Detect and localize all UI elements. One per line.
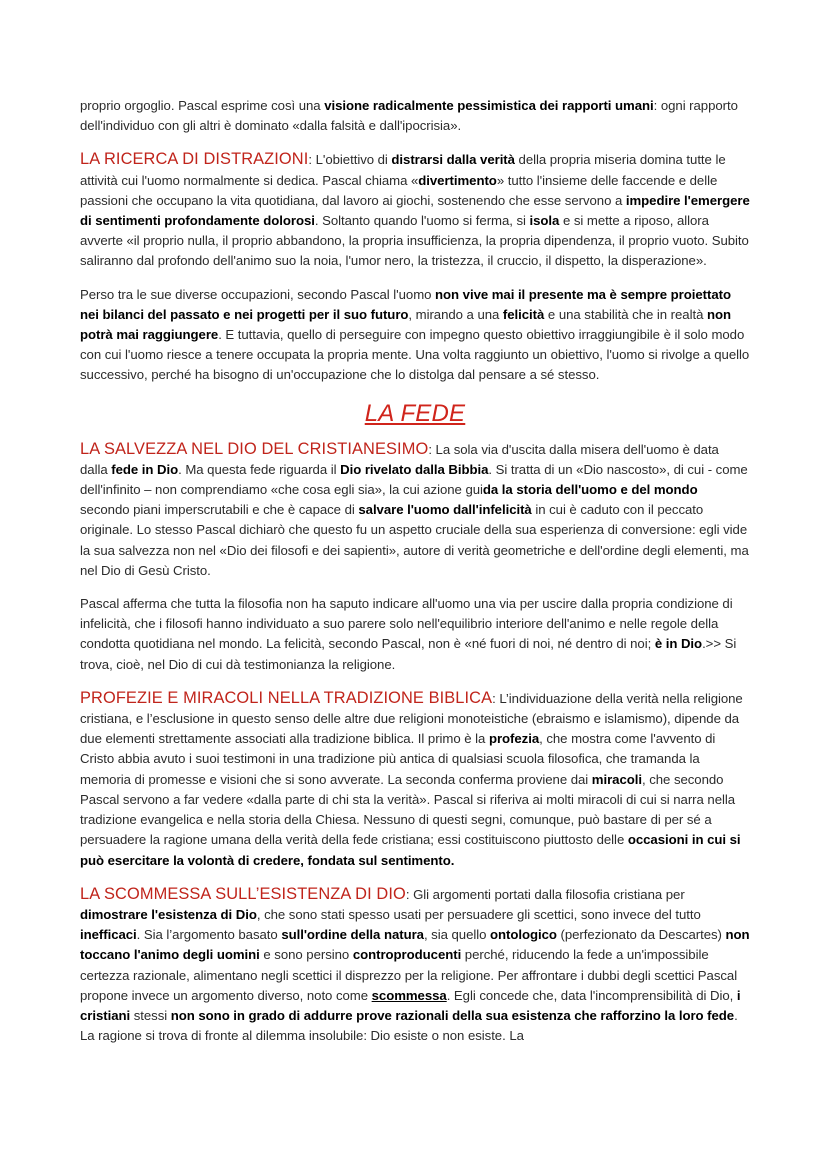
highlight: salvare l'uomo dall'infelicità [358,502,532,518]
paragraph-occupazioni [80,285,750,386]
section-heading: LA SCOMMESSA SULL’ESISTENZA DI DIO [80,884,406,903]
highlight: isola [529,213,560,229]
text: secondo piani imperscrutabili e che è capace di [80,502,359,518]
highlight: fede in Dio [111,461,179,477]
highlight: profezia [488,731,540,747]
text: della propria miseria domina tutte le attività cui l'uomo normalmente si dedica. Pascal chiama « [80,152,726,188]
text: e si mette a riposo, allora avverte «il proprio nulla, il proprio abbandono, la propria insufficienza, la propria dipendenza, il proprio vuoto. Subito saliranno dal profondo dell'animo suo la noia, l'umor nero, la tristezza, il cruccio, il dispetto, la disperazione». [80,213,749,269]
highlight: da la storia dell'uomo e del mondo [482,482,698,498]
text: Perso tra le sue diverse occupazioni, secondo Pascal l'uomo [80,286,436,302]
text: perché, riducendo la fede a un'impossibile certezza razionale, alimentano negli scettici il disprezzo per la religione. Per affrontare i dubbi degli scettici Pascal propone invece un argomento diverso, noto come [80,947,738,1003]
page-title: LA FEDE [364,399,466,427]
text: . E tuttavia, quello di perseguire con impegno questo obiettivo irraggiungibile è il solo modo con cui l'uomo riesce a tenere occupata la propria mente. Una volta raggiunto un obiettivo, l'uomo si rivolge a quello successivo, perché ha bisogno di un'occupazione che lo distolga dal pensare a sé stesso. [80,327,750,383]
highlight: non toccano l'animo degli uomini [80,927,750,963]
text: : ogni rapporto dell'individuo con gli altri è dominato «dalla falsità e dall'ipocrisia». [80,98,738,134]
highlight: i cristiani [80,987,741,1023]
text: : Gli argomenti portati dalla filosofia cristiana per [405,886,685,902]
text: . Ma questa fede riguarda il [178,461,341,477]
highlight: controproducenti [352,947,462,963]
highlight: miracoli [591,771,642,787]
document-page [80,96,750,1059]
highlight: Dio rivelato dalla Bibbia [340,461,489,477]
paragraph-salvezza [80,439,750,581]
paragraph-profezie [80,688,750,871]
paragraph-scommessa [80,884,750,1047]
text: proprio orgoglio. Pascal esprime così una [80,98,325,113]
text: (perfezionato da Descartes) [556,927,726,943]
text: : L'obiettivo di [308,152,392,168]
section-heading: PROFEZIE E MIRACOLI NELLA TRADIZIONE BIBLICA [80,688,493,707]
highlight: è in Dio [654,636,703,652]
highlight: non vive mai il presente ma è sempre proiettato nei bilanci del passato e nei progetti per il suo futuro [80,286,731,322]
highlight: ontologico [490,927,557,943]
highlight: felicità [502,306,545,322]
text: , sia quello [423,927,491,943]
text: . Sia l’argomento basato [136,927,282,943]
highlight: non potrà mai raggiungere [80,306,732,343]
highlight-underlined: scommessa [371,987,447,1003]
text: . Soltanto quando l'uomo si ferma, si [314,213,530,229]
text: e sono persino [259,947,353,963]
text: e una stabilità che in realtà [544,306,707,322]
highlight: occasioni in cui si può esercitare la volontà di credere, fondata sul sentimento. [80,832,741,868]
section-heading: LA RICERCA DI DISTRAZIONI [80,150,309,169]
highlight: non sono in grado di addurre prove razionali della sua esistenza che rafforzino la loro fede [170,1007,735,1023]
highlight: sull'ordine della natura [281,927,424,943]
section-heading: LA SALVEZZA NEL DIO DEL CRISTIANESIMO [80,439,429,458]
highlight: inefficaci [80,927,137,943]
text: in cui è caduto con il peccato originale. Lo stesso Pascal dichiarò che questo fu un aspetto cruciale della sua esperienza di conversione: egli vide la sua salvezza non nel «Dio dei filosofi e dei sapienti», autore di verità geometriche e dell'ordine degli elementi, ma nel Dio di Gesù Cristo. [80,502,749,578]
text: , mirando a una [408,306,503,322]
highlight: distrarsi dalla verità [391,152,515,168]
paragraph-filosofia [80,594,750,675]
highlight: impedire l'emergere di sentimenti profondamente dolorosi [80,192,750,229]
paragraph-orgoglio [80,96,750,136]
text: . La ragione si trova di fronte al dilemma insolubile: Dio esiste o non esiste. La [80,1007,738,1044]
text: : La sola via d'uscita dalla misera dell'uomo è data dalla [80,441,719,477]
text: .>> Si trova, cioè, nel Dio di cui dà testimonianza la religione. [80,636,737,672]
text: : L’individuazione della verità nella religione cristiana, e l’esclusione in questo senso delle altre due religioni monoteistiche (ebraismo e islamismo), dipende da due elementi strettamente associati alla tradizione biblica. Il primo è la [80,690,743,747]
highlight: dimostrare l'esistenza di Dio [80,906,257,922]
text: » tutto l'insieme delle faccende e delle passioni che occupano la vita quotidiana, dal lavoro ai giochi, sostenendo che esse servono a [80,172,718,208]
text: stessi [130,1007,171,1023]
text: . Si tratta di un «Dio nascosto», di cui - come dell'infinito – non comprendiamo «che cosa egli sia», la cui azione gui [80,461,748,498]
paragraph-distrazioni [80,149,750,271]
text: , che mostra come l'avvento di Cristo abbia avuto i suoi testimoni in una tradizione più antica di qualsiasi scuola filosofica, che tramanda la memoria di promesse e visioni che si sono avverate. La seconda conferma proviene dai [80,731,716,787]
highlight: visione radicalmente pessimistica dei rapporti umani [324,98,654,113]
text: . Egli concede che, data l'incomprensibilità di Dio, [446,987,737,1003]
text: Pascal afferma che tutta la filosofia non ha saputo indicare all'uomo una via per uscire dalla propria condizione di infelicità, che i filosofi hanno individuato a suo parere solo nell'equilibrio interiore dell'animo e nelle regole della condotta quotidiana nel mondo. La felicità, secondo Pascal, non è «né fuori di noi, né dentro di noi; [80,596,733,652]
highlight: divertimento [418,172,497,188]
text: , che sono stati spesso usati per persuadere gli scettici, sono invece del tutto [256,906,701,922]
text: , che secondo Pascal servono a far vedere «dalla parte di chi sta la verità». Pascal si riferiva ai molti miracoli di cui si narra nella tradizione evangelica e nella storia della Chiesa. Nessuno di questi segni, comunque, può bastare di per sé a persuadere la ragione umana della verità della fede cristiana; essi costituiscono piuttosto delle [80,771,736,848]
